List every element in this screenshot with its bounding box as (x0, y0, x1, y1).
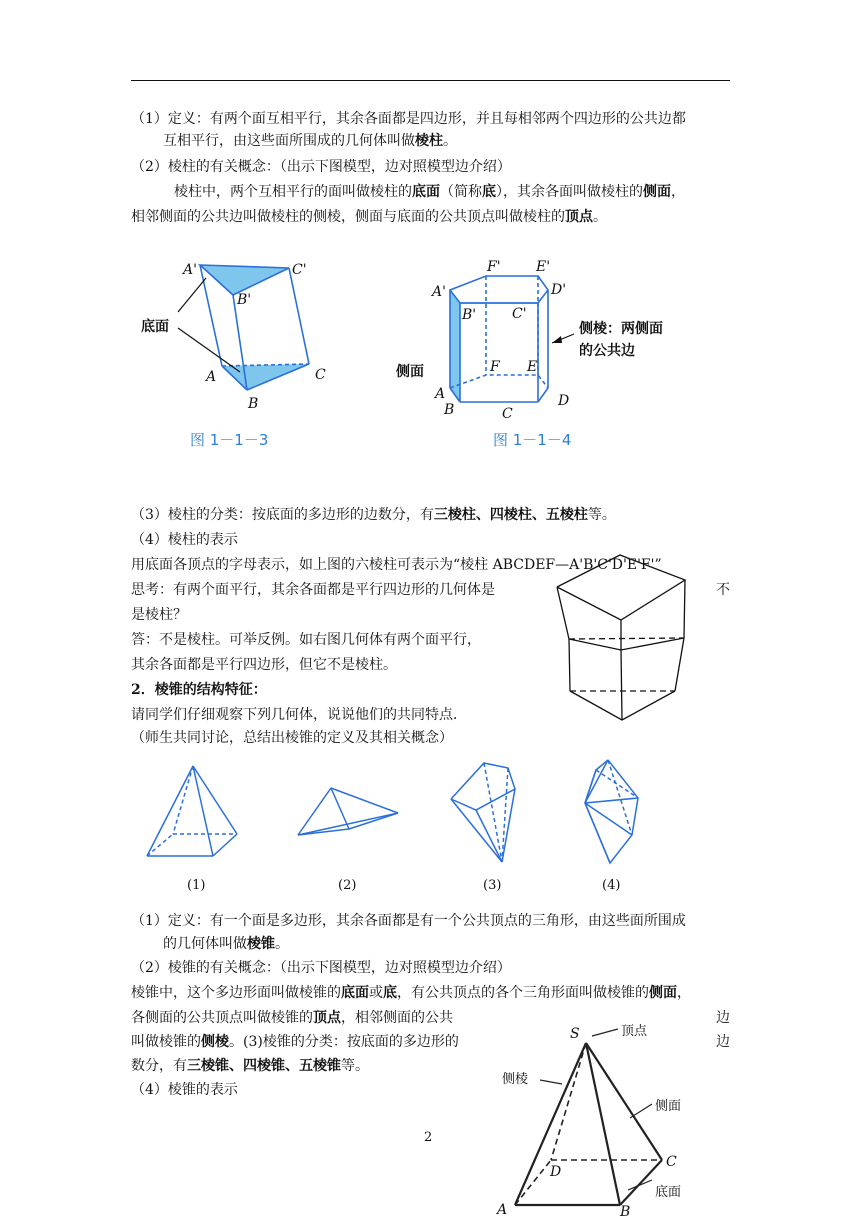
top-base-face (200, 265, 289, 295)
prism-definition-line1: （1）定义：有两个面互相平行，其余各面都是四边形，并且每相邻两个四边形的公共边都 (131, 111, 686, 127)
pyramid-observe-prompt: 请同学们仔细观察下列几何体，说说他们的共同特点． (131, 707, 467, 723)
vertex-c-prime-hex: C' (512, 306, 527, 322)
vertex-b-prime-hex: B' (462, 307, 477, 323)
vertex-a-prime: A' (183, 262, 197, 278)
prism-notation-heading: （4）棱柱的表示 (131, 532, 238, 548)
pyramid-definition-line1: （1）定义：有一个面是多边形，其余各面都是有一个公共顶点的三角形，由这些面所围成 (131, 913, 686, 929)
label-base: 底面 (655, 1185, 682, 1200)
vertex-c-hex: C (502, 406, 513, 422)
figure-1-1-3 (141, 262, 326, 449)
vertex-f: F (490, 359, 500, 375)
pyramid-concepts-line2: 各侧面的公共顶点叫做棱锥的顶点，相邻侧面的公共 (131, 1010, 453, 1026)
pyramid-concepts-heading: （2）棱锥的有关概念：（出示下图模型，边对照模型边介绍） (131, 960, 511, 976)
vertex-e: E (527, 359, 538, 375)
pyramid-s-abcd (515, 1029, 662, 1205)
vertex-c-prime: C' (292, 262, 307, 278)
label-lateral-edge: 侧棱 (502, 1072, 529, 1087)
pyramid-4 (585, 760, 638, 863)
pyramid-concepts-line3: 叫做棱锥的侧棱。(3)棱锥的分类：按底面的多边形的 (131, 1034, 459, 1050)
vertex-d-pyramid: D (550, 1164, 562, 1180)
counterexample-solid (557, 555, 685, 720)
think-question-line1: 思考：有两个面平行，其余各面都是平行四边形的几何体是 (131, 582, 495, 598)
answer-line1: 答：不是棱柱。可举反例。如右图几何体有两个面平行， (131, 632, 481, 648)
pyramid-discussion-note: （师生共同讨论，总结出棱锥的定义及其相关概念） (131, 730, 453, 746)
pyramid-notation-heading: （4）棱锥的表示 (131, 1082, 238, 1098)
think-question-line2: 是棱柱？ (131, 607, 187, 623)
vertex-a-hex: A (435, 386, 446, 402)
prism-definition-line2: 互相平行，由这些面所围成的几何体叫做棱柱。 (163, 133, 457, 149)
pyramid-classification: 数分，有三棱锥、四棱锥、五棱锥等。 (131, 1058, 369, 1074)
hexagon-top (450, 276, 548, 303)
label-lateral-edge-line2: 的公共边 (579, 343, 635, 359)
vertex-b-hex: B (444, 402, 455, 418)
vertex-e-prime: E' (536, 259, 551, 275)
section-pyramid-heading: 2．棱锥的结构特征： (131, 682, 267, 698)
label-side-face: 侧面 (396, 364, 424, 380)
pyramid-1-label: (1) (187, 878, 206, 893)
page-number: 2 (424, 1130, 433, 1145)
label-lateral-face: 侧面 (655, 1099, 682, 1114)
vertex-a: A (206, 369, 217, 385)
think-question-line1-end: 不 (716, 582, 730, 598)
vertex-d: D (558, 393, 570, 409)
answer-line2: 其余各面都是平行四边形，但它不是棱柱。 (131, 657, 397, 673)
vertex-d-prime: D' (551, 282, 567, 298)
vertex-b-prime: B' (237, 292, 252, 308)
label-lateral-edge-line1: 侧棱：两侧面 (579, 321, 663, 337)
pyramid-concepts-line3-end: 边 (716, 1034, 730, 1050)
vertex-b: B (248, 396, 259, 412)
label-base-face: 底面 (141, 319, 169, 335)
pyramid-concepts-line1: 棱锥中，这个多边形面叫做棱锥的底面或底，有公共顶点的各个三角形面叫做棱锥的侧面， (131, 985, 691, 1001)
prism-notation-example: 用底面各顶点的字母表示，如上图的六棱柱可表示为“棱柱 ABCDEF—A'B'C'D'E'F'” (131, 557, 662, 573)
pyramid-4-label: (4) (602, 878, 621, 893)
caption-figure-1-1-3: 图 1－1－3 (190, 431, 269, 449)
pyramid-3 (451, 763, 515, 862)
vertex-c-pyramid: C (666, 1154, 677, 1170)
pyramid-3-label: (3) (483, 878, 502, 893)
prism-classification: （3）棱柱的分类：按底面的多边形的边数分，有三棱柱、四棱柱、五棱柱等。 (131, 507, 616, 523)
vertex-f-prime: F' (487, 259, 501, 275)
label-apex: 顶点 (621, 1024, 648, 1039)
prism-concepts-heading: （2）棱柱的有关概念：（出示下图模型，边对照模型边介绍） (131, 159, 511, 175)
vertex-b-pyramid: B (620, 1204, 631, 1216)
vertex-a-pyramid: A (497, 1202, 508, 1216)
pyramid-definition-line2: 的几何体叫做棱锥。 (163, 936, 289, 952)
vertex-c: C (315, 367, 326, 383)
pyramid-2 (298, 788, 398, 835)
vertex-a-prime-hex: A' (432, 284, 446, 300)
pyramid-2-label: (2) (338, 878, 357, 893)
vertex-s: S (570, 1026, 580, 1042)
prism-concepts-line2: 相邻侧面的公共边叫做棱柱的侧棱，侧面与底面的公共顶点叫做棱柱的顶点。 (131, 209, 607, 225)
pyramid-concepts-line2-end: 边 (716, 1010, 730, 1026)
figure-1-1-4 (395, 259, 663, 449)
pyramid-1 (147, 766, 237, 856)
caption-figure-1-1-4: 图 1－1－4 (493, 431, 572, 449)
prism-concepts-line1: 棱柱中，两个互相平行的面叫做棱柱的底面（简称底），其余各面叫做棱柱的侧面， (174, 184, 685, 200)
